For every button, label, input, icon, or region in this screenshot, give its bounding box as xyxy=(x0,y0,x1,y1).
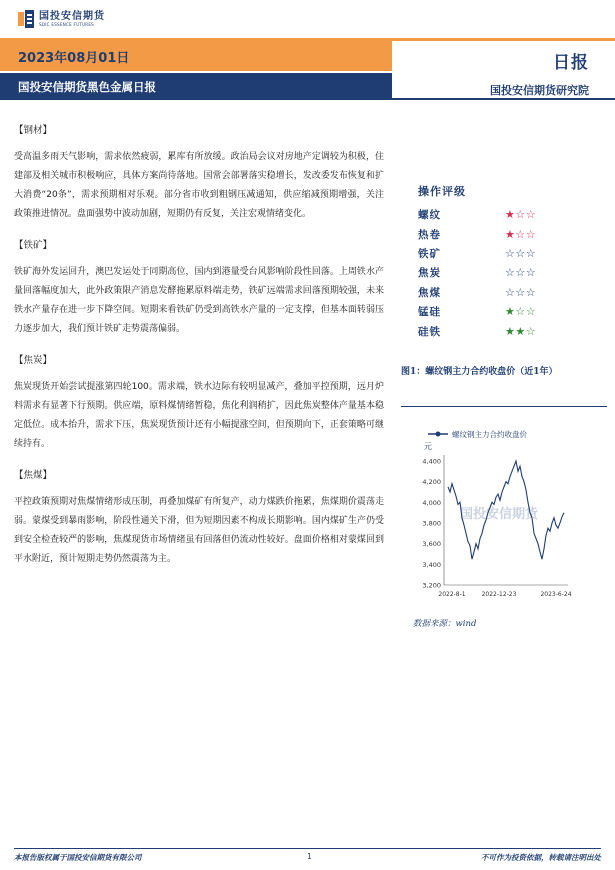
report-title: 国投安信期货黑色金属日报 xyxy=(18,80,156,94)
footer-copyright: 本报告版权属于国投安信期货有限公司 xyxy=(14,853,142,862)
rating-stars: ★★☆ xyxy=(505,324,537,338)
x-tick-label: 2022-8-1 xyxy=(438,591,466,598)
footer-divider xyxy=(14,848,601,849)
rating-row xyxy=(418,205,588,224)
rating-row xyxy=(418,224,588,243)
section-iron-ore xyxy=(14,239,384,339)
chart-watermark: 国投安信期货 xyxy=(460,506,539,521)
logo-en-text: SDIC ESSENCE FUTURES xyxy=(39,22,95,27)
footer-disclaimer: 不可作为投资依据，转载请注明出处 xyxy=(481,853,601,862)
section-rebar xyxy=(14,124,384,224)
y-tick-label: 4,400 xyxy=(422,457,441,466)
institute-name: 国投安信期货研究院 xyxy=(490,84,589,97)
section-body: 平控政策预期对焦煤情绪形成压制，再叠加煤矿有所复产，动力煤跌价拖累，焦煤期价震荡走弱。蒙煤受到暴雨影响，阶段性通关下滑，但为短期因素不构成长期影响。国内煤矿生产仍受到安全检查较严的影响，焦煤现货市场情绪虽有回落但仍流动性较好。盘面价格相对蒙煤回到平水附近，预计短期走势仍然震荡为主。 xyxy=(14,497,384,564)
y-axis-unit: 元 xyxy=(424,442,432,451)
company-logo xyxy=(18,10,105,28)
y-tick-label: 3,400 xyxy=(422,560,441,569)
rating-row xyxy=(418,263,588,282)
header-accent-line xyxy=(392,38,615,41)
rating-commodity: 焦煤 xyxy=(418,286,441,299)
x-tick-label: 2022-12-23 xyxy=(481,591,517,598)
legend-label: 螺纹钢主力合约收盘价 xyxy=(452,430,527,439)
rating-stars: ★☆☆ xyxy=(505,227,537,241)
rating-row xyxy=(418,302,588,321)
y-tick-label: 4,200 xyxy=(422,478,441,487)
rating-stars: ☆☆☆ xyxy=(505,266,537,280)
logo-icon xyxy=(18,10,34,28)
page-number: 1 xyxy=(307,852,312,861)
section-title: 【焦煤】 xyxy=(14,470,53,481)
section-title: 【铁矿】 xyxy=(14,240,53,251)
rating-commodity: 热卷 xyxy=(418,228,441,241)
report-date: 2023年08月01日 xyxy=(18,51,130,66)
figure-title: 图1：螺纹钢主力合约收盘价（近1年） xyxy=(401,367,558,377)
report-type: 日报 xyxy=(553,53,589,73)
section-body: 焦炭现货开始尝试提涨第四轮100。需求端，铁水边际有较明显减产，叠加平控预期，远月炉料需求有显著下行预期。供应端，原料煤情绪暂稳，焦化利润稍扩，因此焦炭整体产量基本稳定低位。成本抬升，需求下压，焦炭现货预计还有小幅提涨空间，但预期向下，正套策略可继续持有。 xyxy=(14,382,384,449)
section-body: 受高温多雨天气影响，需求依然疲弱，累库有所放缓。政治局会议对房地产定调较为积极，住建部及相关城市积极响应，具体方案尚待落地。国常会部署落实稳增长，发改委发布恢复和扩大消费“20条”，需求预期相对乐观。部分省市收到粗钢压减通知，供应缩减预期增强，关注政策推进情况。盘面强势中波动加剧，短期仍有反复，关注宏观情绪变化。 xyxy=(14,152,384,219)
rating-commodity: 铁矿 xyxy=(418,247,441,260)
rating-stars: ☆☆☆ xyxy=(505,246,537,260)
section-coking-coal xyxy=(14,469,384,569)
logo-cn-text: 国投安信期货 xyxy=(39,11,105,22)
rating-commodity: 焦炭 xyxy=(418,267,441,280)
section-body: 铁矿海外发运回升，澳巴发运处于同期高位，国内到港量受台风影响阶段性回落。上周铁水产量回落幅度加大，此外政策限产消息发酵拖累原料端走势，铁矿远端需求回落预期较强，未来铁水产量存在进一步下降空间。短期来看铁矿仍受到高铁水产量的一定支撑，但基本面转弱压力逐步加大，我们预计铁矿走势震荡偏弱。 xyxy=(14,267,384,334)
legend-marker xyxy=(436,432,441,437)
section-title: 【钢材】 xyxy=(14,125,53,136)
rating-stars: ★☆☆ xyxy=(505,208,537,222)
section-coke xyxy=(14,354,384,454)
y-tick-label: 3,600 xyxy=(422,540,441,549)
rating-commodity: 锰硅 xyxy=(418,306,441,319)
header-divider xyxy=(392,98,615,100)
rating-title: 操作评级 xyxy=(418,185,466,198)
rating-panel xyxy=(418,183,588,341)
rating-stars: ★☆☆ xyxy=(505,305,537,319)
figure-divider xyxy=(401,406,607,407)
rating-row xyxy=(418,244,588,263)
section-title: 【焦炭】 xyxy=(14,355,53,366)
y-tick-label: 3,200 xyxy=(422,581,441,590)
y-tick-label: 4,000 xyxy=(422,498,441,507)
rating-commodity: 螺纹 xyxy=(418,209,441,222)
y-tick-label: 3,800 xyxy=(422,519,441,528)
rating-row xyxy=(418,283,588,302)
rating-row xyxy=(418,321,588,340)
data-source: 数据来源：wind xyxy=(413,619,477,629)
rating-stars: ☆☆☆ xyxy=(505,285,537,299)
x-tick-label: 2023-6-24 xyxy=(540,591,572,598)
chart-svg xyxy=(408,417,578,607)
rebar-price-chart xyxy=(408,417,578,607)
rating-commodity: 硅铁 xyxy=(418,325,441,338)
commentary-column xyxy=(14,124,384,584)
